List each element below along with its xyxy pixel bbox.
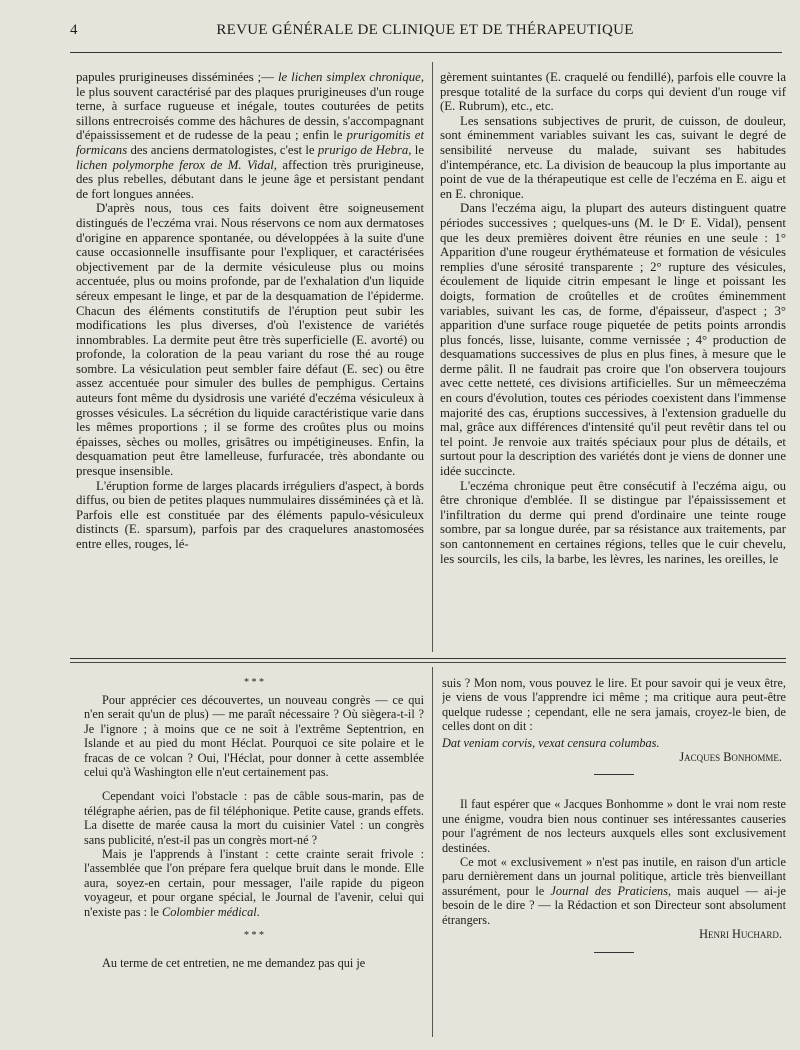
latin-quote: Dat veniam corvis, vexat censura columbas.: [442, 735, 660, 750]
header-rule: [70, 52, 782, 53]
paragraph: Au terme de cet entretien, ne me demandez pas qui je: [102, 956, 366, 971]
paragraph: gèrement suintantes (E. craquelé ou fendillé), parfois elle couvre la presque totalité de la surface du corps qui devient d'un rouge vif (E. Rubrum), etc., etc.: [440, 70, 786, 114]
paragraph: L'éruption forme de larges placards irréguliers d'aspect, à bords diffus, ou bien de petites plaques nummulaires disséminées çà et là. Parfois elle est constituée par des éléments papulo-vésiculeux distincts (E. sparsum), parfois par des craquelures anastomosées entre elles, rouges, lé-: [76, 478, 424, 551]
column-divider-top: [432, 62, 433, 652]
page-number: 4: [70, 22, 78, 38]
signature: Jacques Bonhomme.: [679, 750, 782, 765]
paragraph: Ce mot « exclusivement » n'est pas inutile, en raison d'un article paru dernièrement dans un journal politique, article très bienveillant assurément, pour le Journal des Praticiens, mais auquel — ai-je besoin de le dire ? — la Rédaction et son Directeur sont absolument étrangers.: [442, 855, 786, 927]
column-divider-bottom: [432, 667, 433, 1037]
section-rule: [70, 658, 786, 659]
paragraph: Les sensations subjectives de prurit, de cuisson, de douleur, sont éminemment variables suivant les cas, suivant le degré de sensibilité nerveuse du malade, suivant ses habitudes d'intempérance, etc. La division de beaucoup la plus importante au point de vue de la thérapeutique est celle de l'eczéma en E. aigu et en E. chronique.: [440, 113, 786, 201]
article-column-right: [440, 70, 786, 650]
paragraph: Pour apprécier ces découvertes, un nouveau congrès — ce qui n'en serait qu'un de plus) — me paraît nécessaire ? Où siègera-t-il ? Je l'ignore ; à moins que ce ne soit à l'extrême Septentrion, en Islande et au pied du mont Héclat. Pourquoi ce site polaire et le fracas de ce volcan ? Oui, l'Héclat, pour donner à cette assemblée celui qu'à Washington elle n'eut certainement pas.: [84, 693, 424, 780]
feuilleton-column-left: [84, 676, 424, 1046]
short-rule: [594, 774, 634, 775]
journal-title: REVUE GÉNÉRALE DE CLINIQUE ET DE THÉRAPEUTIQUE: [216, 22, 634, 38]
paragraph: suis ? Mon nom, vous pouvez le lire. Et pour savoir qui je veux être, je viens de vous l'apprendre ici même ; ma critique aura peut-être quelque rudesse ; cependant, elle ne sera jamais, croyez-le bien, de celles dont on dit :: [442, 676, 786, 734]
article-column-left: [76, 70, 424, 650]
section-rule-thin: [70, 662, 786, 663]
paragraph: Il faut espérer que « Jacques Bonhomme » dont le vrai nom reste une énigme, voudra bien nous continuer ses intéressantes causeries pour l'agrément de nos lecteurs auxquels elles sont exclusivement destinées.: [442, 797, 786, 855]
paragraph: Mais je l'apprends à l'instant : cette crainte serait frivole : l'assemblée que l'on prépare fera quelque bruit dans le monde. Elle aura, soyez-en certain, pour messager, l'aile rapide du pigeon voyageur, et pour organe spécial, le Journal de l'avenir, celui qui n'existe pas : le Colombier médical.: [84, 847, 424, 919]
paragraph: Cependant voici l'obstacle : pas de câble sous-marin, pas de télégraphe aérien, pas de fil téléphonique. Petite cause, grands effets. La disette de marée causa la mort du cuisinier Vatel : un congrès sans publicité, n'est-il pas un congrès mort-né ?: [84, 789, 424, 847]
feuilleton-column-right: [442, 676, 786, 986]
paragraph: L'eczéma chronique peut être consécutif à l'eczéma aigu, ou être chronique d'emblée. Il se distingue par l'épaississement et l'infiltration du derme qui prend d'ordinaire une teinte rouge sombre, par sa longue durée, par sa résistance aux traitements, par son cantonnement en certaines régions, telles que le cuir chevelu, les sourcils, les cils, la barbe, les lèvres, les narines, les oreilles, le: [440, 478, 786, 566]
paragraph: D'après nous, tous ces faits doivent être soigneusement distingués de l'eczéma vrai. Nous réservons ce nom aux dermatoses d'origine en apparence spontanée, ou développées à la suite d'une cause occasionnelle insuffisante pour l'expliquer, et caractérisées objectivement par de la dermite vésiculeuse plus ou moins accentuée, plus ou moins profonde, par de l'exhalation d'un liquide séreux empesant le linge, et par de la desquamation de l'épiderme. Chacun des éléments constitutifs de l'éruption peut subir les modifications les plus diverses, d'où l'existence de variétés innombrables. La dermite peut être très superficielle (E. avorté) ou profonde, la coloration de la peau variant du rose thé au rouge sombre. La vésiculation peut sembler faire défaut (E. sec) ou être assez accentuée pour simuler des bulles de pemphigus. Certains auteurs font même du dysidrosis une variété d'eczéma vésiculeux à grosses vésicules. La sécrétion du liquide caractéristique varie dans les mêmes proportions ; il se forme des croûtes plus ou moins épaisses, sèches ou molles, grisâtres ou impétigineuses. Enfin, la desquamation peut être lamelleuse, furfuracée, très abondante ou presque insensible.: [76, 201, 424, 479]
short-rule: [594, 952, 634, 953]
asterism: * * *: [244, 677, 264, 688]
asterism: * * *: [244, 930, 264, 942]
paragraph: papules prurigineuses disséminées ;— le lichen simplex chronique, le plus souvent caractérisé par des plaques prurigineuses d'un rouge terne, à surface rugueuse et inégale, toutes couturées de petits sillons entrecroisés comme des hâchures de dessin, s'accompagnant d'épaississement et de rudesse de la peau ; enfin le prurigomitis et formicans des anciens dermatologistes, c'est le prurigo de Hebra, le lichen polymorphe ferox de M. Vidal, affection très prurigineuse, des plus rebelles, débutant dans le jeune âge et persistant pendant de fort longues années.: [76, 70, 424, 201]
running-header: [70, 22, 780, 42]
signature: Henri Huchard.: [699, 927, 782, 942]
paragraph: Dans l'eczéma aigu, la plupart des auteurs distinguent quatre périodes successives ; quelques-uns (M. le Dʳ E. Vidal), pensent que les deux premières doivent être réunies en une seule : 1° Apparition d'une rougeur érythémateuse et formation de vésicules remplies d'une sérosité transparente ; 2° rupture des vésicules, écoulement de liquide citrin empesant le linge et poissant les doigts, formation de croûtelles et de croûtes éminemment variables, suivant les cas, de forme, d'épaisseur, d'aspect ; 3° apparition d'une surface rouge piquetée de petits points arrondis plus foncés, lisse, luisante, comme vernissée ; 4° production de desquamations successives de plus en plus fines, à mesure que le derme pâlit. Il ne faudrait pas croire que l'on observera toujours avec cette netteté, ces divisions artificielles. Sur un mêmeeczéma en cours d'évolution, toutes ces périodes coexistent dans l'immense majorité des cas, éruptions successives, à l'extension graduelle du mal, grâce aux différences d'intensité qu'il peut revêtir dans tel ou tel point. Je renvoie aux traités spéciaux pour plus de détails, et surtout pour la description des variétés dont je viens de donner une idée succincte.: [440, 201, 786, 479]
